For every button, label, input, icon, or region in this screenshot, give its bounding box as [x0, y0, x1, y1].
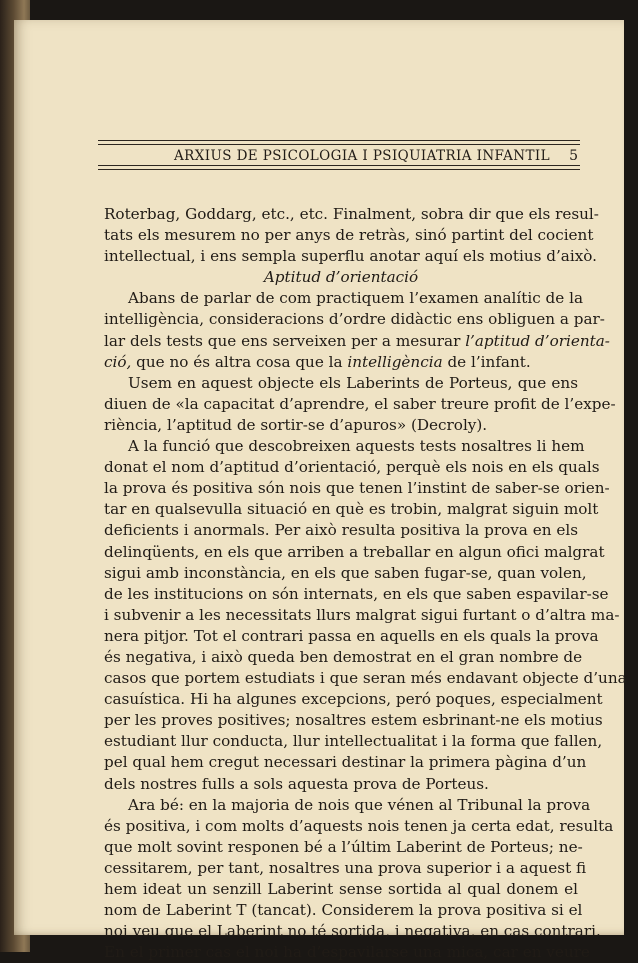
text-line: sigui amb inconstància, en els que saben fugar-se, quan volen, — [104, 563, 587, 582]
text-line: Usem en aquest objecte els Laberints de Porteus, que ens — [128, 373, 578, 392]
text-line: és negativa, i això queda ben demostrat en el gran nombre de — [104, 647, 583, 666]
header-rule — [98, 144, 580, 145]
text-line: Abans de parlar de com practiquem l’examen analític de la — [128, 289, 584, 308]
text-line: de les institucions on són internats, en els que saben espavilar-se — [104, 584, 609, 603]
text-line: noi veu que el Laberint no té sortida, i negativa, en cas contrari. — [104, 922, 601, 941]
text-line: tar en qualsevulla situació en què es trobin, malgrat siguin molt — [104, 500, 599, 519]
text-line: diuen de «la capacitat d’aprendre, el saber treure profit de l’expe- — [104, 394, 616, 413]
header-rule — [98, 169, 580, 170]
italic-term: ció, — [104, 352, 132, 371]
text-line: Roterbag, Goddarg, etc., etc. Finalment, sobra dir que els resul- — [104, 205, 599, 223]
text-line: pel qual hem cregut necessari destinar la primera pàgina d’un — [104, 753, 587, 772]
text-line: donat el nom d’aptitud d’orientació, perquè els nois en els quals — [104, 458, 600, 477]
text-line: nom de Laberint T (tancat). Considerem la prova positiva si el — [104, 901, 583, 920]
text-run: de l’infant. — [447, 352, 531, 371]
journal-title: ARXIUS DE PSICOLOGIA I PSIQUIATRIA INFANTIL — [174, 148, 551, 164]
text-line: Ara bé: en la majoria de nois que vénen al Tribunal la prova — [128, 795, 591, 814]
section-heading: Aptitud d’orientació — [263, 268, 419, 287]
text-line: deficients i anormals. Per això resulta positiva la prova en els — [104, 521, 578, 540]
page-number: 5 — [569, 148, 578, 164]
text-line: per les proves positives; nosaltres estem esbrinant-ne els motius — [104, 711, 603, 730]
text-line: En el primer cas el noi ha d’espavilarse una mica, car en veure — [104, 943, 590, 962]
italic-term: intelligència — [347, 352, 443, 371]
text-line: que molt sovint responen bé a l’últim Laberint de Porteus; ne- — [104, 837, 583, 856]
text-line: riència, l’aptitud de sortir-se d’apuros» (Decroly). — [104, 415, 488, 434]
text-line: hem ideat un senzill Laberint sense sortida al qual donem el — [104, 880, 578, 898]
text-line: A la funció que descobreixen aquests tests nosaltres li hem — [128, 437, 585, 456]
text-line: la prova és positiva són nois que tenen l’instint de saber-se orien- — [104, 479, 610, 498]
text-line: intellectual, i ens sempla superflu anotar aquí els motius d’això. — [104, 247, 597, 266]
text-line: cessitarem, per tant, nosaltres una prova superior i a aquest fi — [104, 858, 587, 877]
text-line — [104, 331, 610, 352]
header-rule — [98, 165, 580, 166]
text-line: és positiva, i com molts d’aquests nois tenen ja certa edat, resulta — [104, 816, 614, 835]
text-line: casos que portem estudiats i que seran més endavant objecte d’una — [104, 669, 627, 688]
text-run: que no és altra cosa que la — [136, 352, 343, 371]
header-rule — [98, 140, 580, 141]
italic-term: l’aptitud d’orienta- — [465, 331, 610, 350]
text-line: tats els mesurem no per anys de retràs, sinó partint del cocient — [104, 226, 594, 245]
text-line: delinqüents, en els que arriben a treballar en algun ofici malgrat — [104, 542, 605, 561]
book-page — [14, 20, 627, 962]
text-run: lar dels tests que ens serveixen per a mesurar — [104, 331, 461, 350]
text-line: nera pitjor. Tot el contrari passa en aquells en els quals la prova — [104, 626, 599, 645]
text-line: intelligència, consideracions d’ordre didàctic ens obliguen a par- — [104, 310, 605, 329]
running-header — [98, 130, 580, 174]
article-body — [104, 204, 627, 963]
text-line: i subvenir a les necessitats llurs malgrat sigui furtant o d’altra ma- — [104, 605, 620, 624]
text-line: casuística. Hi ha algunes excepcions, peró poques, especialment — [104, 690, 603, 709]
text-line — [104, 352, 578, 373]
text-line: estudiant llur conducta, llur intellectualitat i la forma que fallen, — [104, 732, 603, 751]
text-line: dels nostres fulls a sols aquesta prova de Porteus. — [104, 774, 489, 793]
